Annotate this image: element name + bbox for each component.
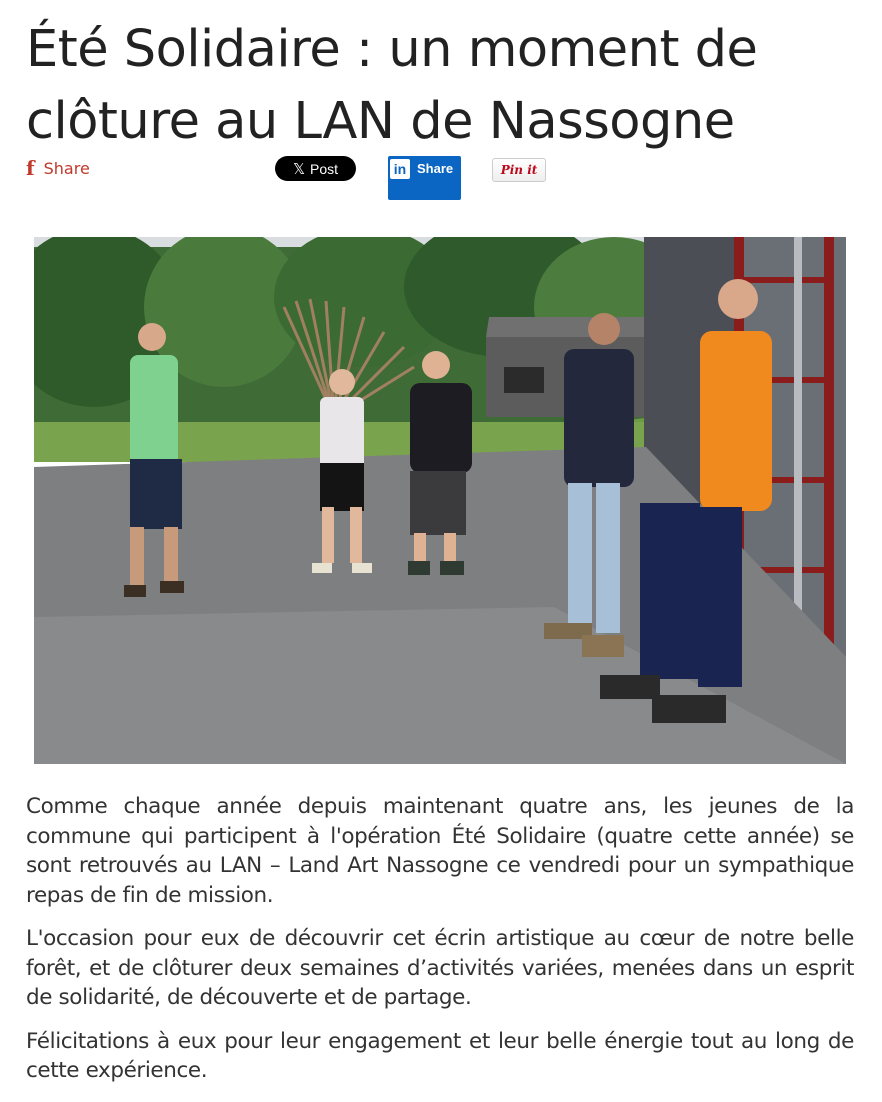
article-body (26, 792, 854, 1100)
article-photo (34, 237, 846, 764)
linkedin-icon: in (390, 159, 410, 179)
article-paragraph: L'occasion pour eux de découvrir cet écrin artistique au cœur de notre belle forêt, et de clôturer deux semaines d’activités variées, menées dans un esprit de solidarité, de découverte et de partage. (26, 926, 854, 1010)
article-paragraph: Félicitations à eux pour leur engagement et leur belle énergie tout au long de cette expérience. (26, 1028, 854, 1083)
group-photo-illustration (34, 237, 846, 764)
x-logo-icon: 𝕏 (292, 159, 306, 178)
facebook-icon: f (26, 156, 35, 180)
linkedin-share-label: Share (417, 161, 454, 176)
pinterest-pin-button[interactable]: Pin it (492, 158, 546, 182)
x-post-label: Post (310, 160, 339, 177)
article-title: Été Solidaire : un moment de clôture au LAN de Nassogne (26, 20, 758, 151)
linkedin-share-button[interactable] (388, 156, 461, 200)
article-paragraph: Comme chaque année depuis maintenant quatre ans, les jeunes de la commune qui participent à l'opération Été Solidaire (quatre cette année) se sont retrouvés au LAN – Land Art Nassogne ce vendredi pour un sympathique repas de fin de mission. (26, 794, 854, 908)
x-post-button[interactable] (275, 156, 356, 181)
share-bar (26, 154, 566, 202)
facebook-share-button[interactable] (26, 154, 90, 182)
facebook-share-label: Share (43, 158, 90, 178)
